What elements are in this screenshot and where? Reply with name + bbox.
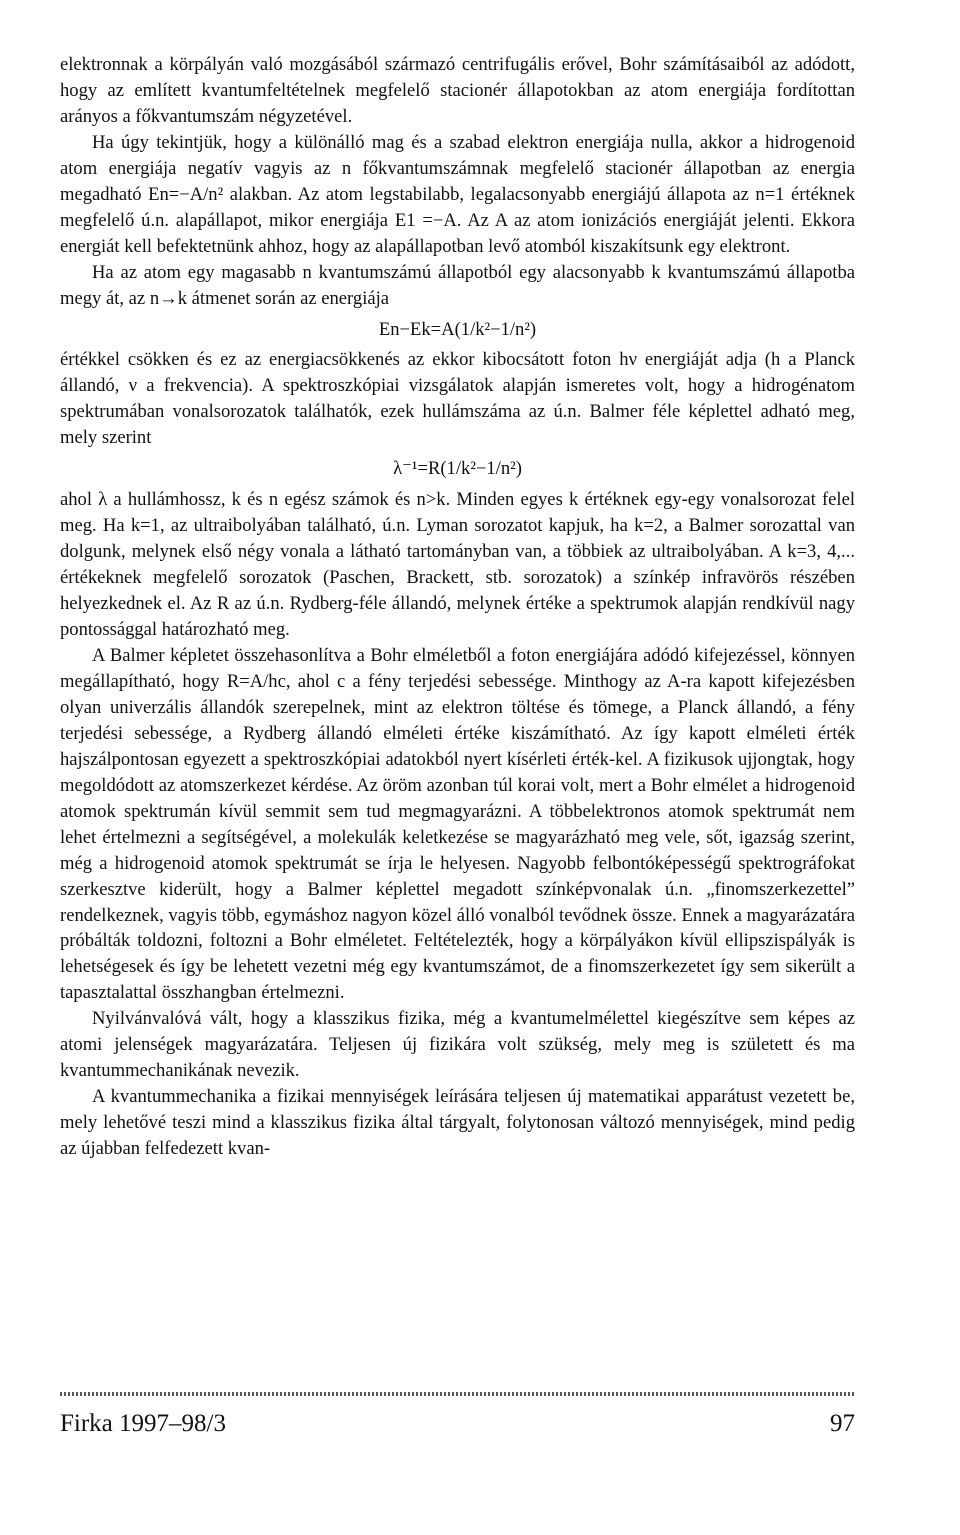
balmer-formula: λ⁻¹=R(1/k²−1/n²)	[393, 458, 522, 480]
journal-issue: Firka 1997–98/3	[60, 1410, 226, 1437]
page-body	[60, 52, 855, 1162]
footer-divider	[60, 1392, 855, 1396]
paragraph-4: értékkel csökken és ez az energiacsökkenés az ekkor kibocsátott foton hν energiáját adja (h a Planck állandó, ν a frekvencia). A spektroszkópiai vizsgálatok alapján ismeretes volt, hogy a hidrogénatom spektrumában vonalsorozatok találhatók, ezek hullámszáma az ú.n. Balmer féle képlettel adható meg, mely szerint	[60, 349, 855, 449]
paragraph-2: Ha úgy tekintjük, hogy a különálló mag és a szabad elektron energiája nulla, akkor a hidrogenoid atom energiája negatív vagyis az n főkvantumszámnak megfelelő stacionér állapotban az energia megadható En=−A/n² alakban. Az atom legstabilabb, legalacsonyabb energiájú állapota az n=1 értéknek megfelelő ú.n. alapállapot, mikor energiája E1 =−A. Az A az atom ionizációs energiáját jelenti. Ekkora energiát kell befektetnünk ahhoz, hogy az alapállapotban levő atomból kiszakítsunk egy elektront.	[60, 131, 855, 257]
paragraph-3: Ha az atom egy magasabb n kvantumszámú állapotból egy alacsonyabb k kvantumszámú állapotba megy át, az n→k átmenet során az energiája	[60, 261, 855, 309]
paragraph-5: ahol λ a hullámhossz, k és n egész számok és n>k. Minden egyes k értéknek egy-egy vonalsorozat felel meg. Ha k=1, az ultraibolyában található, ú.n. Lyman sorozatot kapjuk, ha k=2, a Balmer sorozattal van dolgunk, melynek első négy vonala a látható tartományban van, a többiek az ultraibolyában. A k=3, 4,... értékeknek megfelelő sorozatok (Paschen, Brackett, stb. sorozatok) a színkép infravörös részében helyezkednek el. Az R az ú.n. Rydberg-féle állandó, melynek értéke a spektrumok alapján rendkívül nagy pontossággal határozható meg.	[60, 489, 855, 641]
paragraph-1: elektronnak a körpályán való mozgásából származó centrifugális erővel, Bohr számításaiból az adódott, hogy az említett kvantumfeltételnek megfelelő stacionér állapotokban az atom energiája fordítottan arányos a főkvantumszám négyzetével.	[60, 54, 855, 127]
paragraph-7: Nyilvánvalóvá vált, hogy a klasszikus fizika, még a kvantumelmélettel kiegészítve sem képes az atomi jelenségek magyarázatára. Teljesen új fizikára volt szükség, mely meg is született és ma kvantummechanikának nevezik.	[60, 1008, 855, 1082]
paragraph-6: A Balmer képletet összehasonlítva a Bohr elméletből a foton energiájára adódó kifejezéssel, könnyen megállapítható, hogy R=A/hc, ahol c a fény terjedési sebessége. Minthogy az A-ra kapott kifejezésben olyan univerzális állandók szerepelnek, mint az elektron töltése és tömege, a Planck állandó, a fény terjedési sebessége, a Rydberg állandó elméleti értéke kiszámítható. Az így kapott elméleti érték hajszálpontosan egyezett a spektroszkópiai adatokból nyert kísérleti érték-kel. A fizikusok ujjongtak, hogy megoldódott az atomszerkezet kérdése. Az öröm azonban túl korai volt, mert a Bohr elmélet a hidrogenoid atomok spektrumán kívül semmit sem tud megmagyarázni. A többelektronos atomok spektrumát nem lehet értelmezni a segítségével, a molekulák keletkezése se magyarázható meg vele, sőt, igazság szerint, még a hidrogenoid atomok spektrumát se írja le helyesen. Nagyobb felbontóképességű spektrográfokat szerkesztve kiderült, hogy a Balmer képlettel megadott színképvonalak ú.n. „finomszerkezettel” rendelkeznek, vagyis több, egymáshoz nagyon közel álló vonalból tevődnek össze. Ennek a magyarázatára próbálták toldozni, foltozni a Bohr elméletet. Feltételezték, hogy a körpályákon kívül ellipszispályák is lehetségesek és így be lehetett vezetni még egy kvantumszámot, de a finomszerkezetet így sem sikerült a tapasztalattal összhangban értelmezni.	[60, 644, 855, 1004]
page-number: 97	[830, 1410, 855, 1437]
energy-difference-formula: En−Ek=A(1/k²−1/n²)	[378, 318, 537, 340]
paragraph-8: A kvantummechanika a fizikai mennyiségek leírására teljesen új matematikai apparátust vezetett be, mely lehetővé teszi mind a klasszikus fizika által tárgyalt, folytonosan változó mennyiségek, mind pedig az újabban felfedezett kvan-	[60, 1086, 855, 1160]
